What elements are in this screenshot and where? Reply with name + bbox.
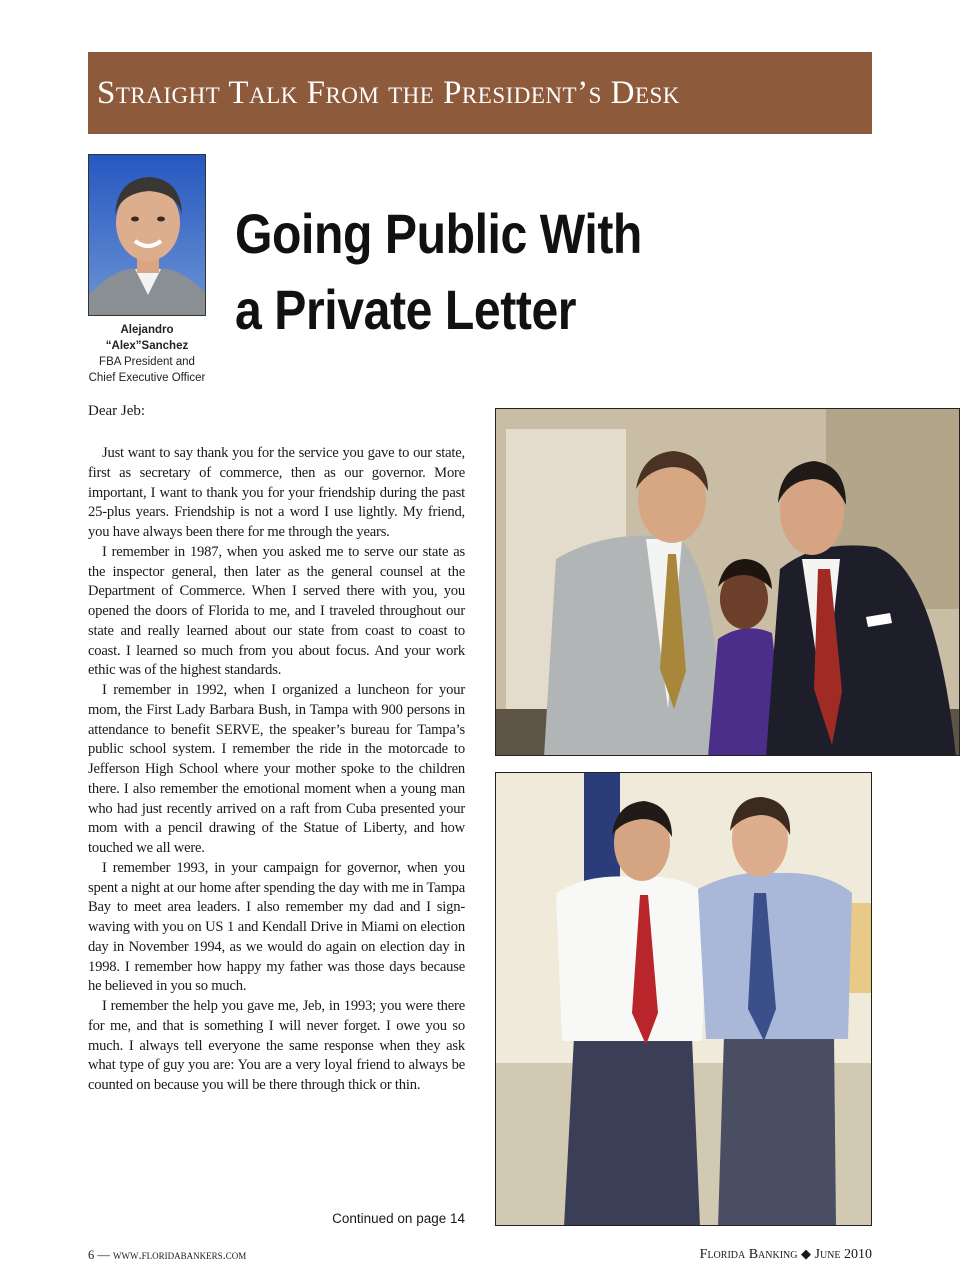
footer-issue-date: June 2010	[814, 1247, 872, 1262]
author-title-line1: FBA President and	[99, 356, 195, 368]
letter-paragraph: I remember in 1987, when you asked me to serve our state as the inspector general, then later as the general counsel at the Department of Commerce. When I served there with you, you opened the doors of Florida to me, and I traveled throughout our state and really learned about our state from coast to coast to coast. I learned so much from you about focus. And your work ethic was of the highest standards.	[88, 543, 465, 679]
event-group-photo	[495, 408, 960, 756]
author-title-line2: Chief Executive Officer	[88, 372, 206, 384]
author-byline	[80, 322, 214, 386]
letter-paragraph: I remember the help you gave me, Jeb, in 1993; you were there for me, and that is something I will never forget. I owe you so much. I always tell everyone the same response when they ask what type of guy you are: You are a very loyal friend to always be counted on because you will be there through thick or thin.	[88, 998, 465, 1093]
letter-body	[88, 444, 465, 1096]
letter-paragraph: Just want to say thank you for the service you gave to our state, first as secretary of commerce, then as our governor. More important, I want to thank you for your friendship during the past 25-plus years. Friendship is not a word I use lightly. My friend, you have always been there for me through the years.	[88, 445, 465, 540]
letter-paragraph: I remember 1993, in your campaign for governor, when you spent a night at our home after spending the day with me in Tampa Bay to meet area leaders. I also remember my dad and I sign-waving with you on US 1 and Kendall Drive in Miami on election day in November 1994, as we would do again on election day in 1998. I remember how happy my father was those days because he believed in you so much.	[88, 859, 465, 995]
diamond-icon: ◆	[801, 1246, 811, 1261]
author-name-line2: “Alex”Sanchez	[105, 340, 189, 352]
author-portrait-image	[89, 155, 206, 316]
footer-publication	[700, 1246, 872, 1263]
footer-page-url: 6 — www.floridabankers.com	[88, 1248, 247, 1262]
letter-paragraph: I remember in 1992, when I organized a luncheon for your mom, the First Lady Barbara Bush, in Tampa with 900 persons in attendance to benefit SERVE, the speaker’s bureau for Tampa’s public school system. I remember the ride in the motorcade to Jefferson High School where your mother spoke to the children there. I also remember the emotional moment when a young man who had just recently arrived on a raft from Cuba presented your mom with a pencil drawing of the Statue of Liberty, and how touched we all were.	[88, 682, 465, 856]
section-banner	[88, 52, 872, 134]
section-banner-title: Straight Talk From the President’s Desk	[97, 74, 680, 111]
author-portrait-photo	[88, 154, 206, 316]
letter-salutation: Dear Jeb:	[88, 403, 146, 419]
headline-line2: a Private Letter	[235, 278, 577, 341]
headline-line1: Going Public With	[235, 202, 642, 265]
office-duo-photo-image	[496, 773, 872, 1226]
footer-publication-name: Florida Banking	[699, 1247, 798, 1262]
event-group-photo-image	[496, 409, 960, 756]
continued-notice: Continued on page 14	[332, 1211, 465, 1226]
author-name-line1: Alejandro	[120, 324, 174, 336]
article-headline	[235, 196, 642, 348]
office-duo-photo	[495, 772, 872, 1226]
